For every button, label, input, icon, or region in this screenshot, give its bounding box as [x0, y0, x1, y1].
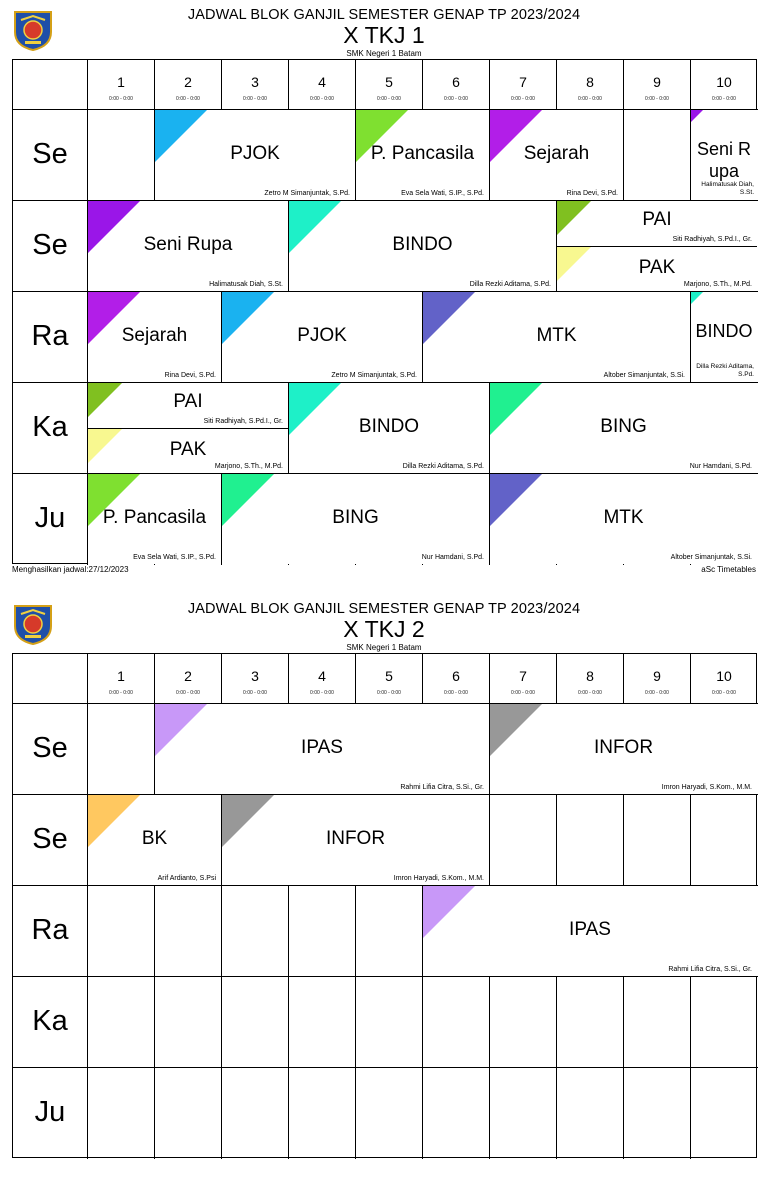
- period-header: [624, 60, 690, 110]
- period-time: 0:00 - 0:00: [578, 96, 602, 102]
- period-time: 0:00 - 0:00: [712, 690, 736, 696]
- subject-name: MTK: [603, 507, 644, 528]
- period-number: 2: [184, 668, 192, 684]
- teacher-name: Imron Haryadi, S.Kom., M.M.: [393, 875, 484, 882]
- teacher-name: Rahmi Lifia Citra, S.Si., Gr.: [400, 784, 484, 791]
- period-header: [289, 654, 355, 704]
- period-header: [222, 60, 288, 110]
- timetable-grid: [12, 653, 757, 1158]
- period-number: 3: [251, 74, 259, 90]
- period-number: 8: [586, 74, 594, 90]
- row-divider: [13, 976, 758, 977]
- day-label: Ra: [31, 320, 69, 352]
- period-header: [88, 654, 154, 704]
- subject-name: Sejarah: [523, 143, 590, 164]
- subject-name: Seni Rupa: [143, 234, 233, 255]
- column-divider: [87, 654, 88, 1159]
- period-number: 5: [385, 74, 393, 90]
- lesson-card[interactable]: [88, 795, 221, 885]
- lesson-card[interactable]: [88, 201, 288, 291]
- teacher-name: Eva Sela Wati, S.IP., S.Pd.: [401, 190, 484, 197]
- subject-color-marker: [691, 110, 703, 122]
- period-time: 0:00 - 0:00: [511, 690, 535, 696]
- period-time: 0:00 - 0:00: [712, 96, 736, 102]
- period-time: 0:00 - 0:00: [243, 96, 267, 102]
- subject-name: PJOK: [297, 325, 347, 346]
- teacher-name: Siti Radhiyah, S.Pd.I., Gr.: [203, 418, 283, 425]
- period-time: 0:00 - 0:00: [243, 690, 267, 696]
- teacher-name: Imron Haryadi, S.Kom., M.M.: [661, 784, 752, 791]
- period-header: [423, 654, 489, 704]
- lesson-card[interactable]: [557, 201, 757, 246]
- teacher-name: Dilla Rezki Aditama, S.Pd.: [469, 281, 551, 288]
- timetable-block: [0, 594, 768, 1184]
- period-number: 2: [184, 74, 192, 90]
- period-time: 0:00 - 0:00: [511, 96, 535, 102]
- day-label: Ju: [34, 1096, 66, 1128]
- lesson-card[interactable]: [691, 292, 757, 382]
- teacher-name: Rina Devi, S.Pd.: [164, 372, 216, 379]
- period-number: 6: [452, 668, 460, 684]
- teacher-name: Halimatusak Diah, S.St.: [701, 181, 754, 196]
- period-header: [490, 654, 556, 704]
- period-number: 10: [716, 668, 732, 684]
- period-time: 0:00 - 0:00: [645, 96, 669, 102]
- teacher-name: Dilla Rezki Aditama, S.Pd.: [696, 363, 754, 378]
- schedule-title: JADWAL BLOK GANJIL SEMESTER GENAP TP 2023/2024: [187, 7, 581, 23]
- subject-name: PAI: [642, 209, 672, 230]
- subject-name: BINDO: [392, 234, 453, 255]
- teacher-name: Siti Radhiyah, S.Pd.I., Gr.: [672, 236, 752, 243]
- class-name: X TKJ 1: [343, 22, 425, 48]
- period-time: 0:00 - 0:00: [645, 690, 669, 696]
- lesson-card[interactable]: [289, 201, 556, 291]
- school-name: SMK Negeri 1 Batam: [346, 49, 422, 58]
- lesson-card[interactable]: [423, 886, 757, 976]
- subject-name: PAI: [173, 391, 203, 412]
- subject-name: BINDO: [358, 416, 420, 437]
- lesson-card[interactable]: [691, 110, 757, 200]
- teacher-name: Rina Devi, S.Pd.: [566, 190, 618, 197]
- brand-label: aSc Timetables: [701, 565, 756, 574]
- subject-name: PAK: [169, 439, 207, 460]
- schedule-title: JADWAL BLOK GANJIL SEMESTER GENAP TP 2023/2024: [187, 601, 581, 617]
- lesson-card[interactable]: [88, 292, 221, 382]
- period-time: 0:00 - 0:00: [377, 96, 401, 102]
- period-header: [222, 654, 288, 704]
- day-label: Se: [32, 823, 68, 855]
- lesson-card[interactable]: [356, 110, 489, 200]
- period-header: [423, 60, 489, 110]
- period-header: [691, 654, 757, 704]
- lesson-card[interactable]: [88, 383, 288, 428]
- subject-name: PJOK: [230, 143, 280, 164]
- lesson-card[interactable]: [88, 474, 221, 564]
- lesson-card[interactable]: [155, 704, 489, 794]
- period-number: 1: [117, 668, 125, 684]
- subject-name: BINDO: [695, 321, 753, 341]
- subject-name: PAK: [638, 257, 676, 278]
- day-label: Ka: [32, 411, 68, 443]
- period-time: 0:00 - 0:00: [578, 690, 602, 696]
- day-label: Ju: [34, 502, 66, 534]
- subject-name: P. Pancasila: [370, 143, 475, 164]
- teacher-name: Nur Hamdani, S.Pd.: [421, 554, 484, 561]
- lesson-card[interactable]: [289, 383, 489, 473]
- period-number: 9: [653, 74, 661, 90]
- period-header: [155, 60, 221, 110]
- subject-name: Sejarah: [121, 325, 188, 346]
- period-number: 1: [117, 74, 125, 90]
- period-time: 0:00 - 0:00: [444, 96, 468, 102]
- lesson-card[interactable]: [490, 110, 623, 200]
- day-label: Se: [32, 732, 68, 764]
- subject-name: IPAS: [569, 919, 611, 940]
- subject-name: IPAS: [301, 737, 343, 758]
- period-header: [691, 60, 757, 110]
- period-number: 5: [385, 668, 393, 684]
- period-number: 10: [716, 74, 732, 90]
- subject-name: P. Pancasila: [102, 507, 207, 528]
- lesson-card[interactable]: [490, 383, 757, 473]
- period-number: 4: [318, 74, 326, 90]
- teacher-name: Altober Simanjuntak, S.Si.: [603, 372, 685, 379]
- teacher-name: Halimatusak Diah, S.St.: [209, 281, 283, 288]
- period-number: 7: [519, 74, 527, 90]
- period-time: 0:00 - 0:00: [176, 690, 200, 696]
- period-number: 9: [653, 668, 661, 684]
- teacher-name: Arif Ardianto, S.Psi: [157, 875, 216, 882]
- period-time: 0:00 - 0:00: [176, 96, 200, 102]
- timetable-block: [0, 0, 768, 590]
- period-header: [289, 60, 355, 110]
- lesson-card[interactable]: [490, 704, 757, 794]
- lesson-card[interactable]: [222, 474, 489, 564]
- period-time: 0:00 - 0:00: [310, 690, 334, 696]
- lesson-card[interactable]: [155, 110, 355, 200]
- period-number: 3: [251, 668, 259, 684]
- period-number: 6: [452, 74, 460, 90]
- subject-name: INFOR: [593, 737, 654, 758]
- lesson-card[interactable]: [222, 795, 489, 885]
- school-name: SMK Negeri 1 Batam: [346, 643, 422, 652]
- teacher-name: Eva Sela Wati, S.IP., S.Pd.: [133, 554, 216, 561]
- subject-color-marker: [691, 292, 703, 304]
- teacher-name: Zetro M Simanjuntak, S.Pd.: [264, 190, 350, 197]
- period-header: [490, 60, 556, 110]
- period-time: 0:00 - 0:00: [377, 690, 401, 696]
- row-divider: [13, 1067, 758, 1068]
- class-name: X TKJ 2: [343, 616, 425, 642]
- day-label: Ra: [31, 914, 69, 946]
- day-label: Se: [32, 229, 68, 261]
- period-number: 7: [519, 668, 527, 684]
- timetable-grid: [12, 59, 757, 564]
- subject-name: MTK: [536, 325, 577, 346]
- period-time: 0:00 - 0:00: [310, 96, 334, 102]
- period-time: 0:00 - 0:00: [109, 690, 133, 696]
- period-header: [557, 654, 623, 704]
- teacher-name: Altober Simanjuntak, S.Si.: [670, 554, 752, 561]
- subject-name: BING: [600, 416, 647, 437]
- period-header: [624, 654, 690, 704]
- teacher-name: Dilla Rezki Aditama, S.Pd.: [402, 463, 484, 470]
- teacher-name: Marjono, S.Th., M.Pd.: [214, 463, 283, 470]
- teacher-name: Zetro M Simanjuntak, S.Pd.: [331, 372, 417, 379]
- subject-name: INFOR: [325, 828, 386, 849]
- subject-name: Seni Rupa: [696, 139, 752, 181]
- period-header: [356, 60, 422, 110]
- lesson-card[interactable]: [490, 474, 757, 564]
- generated-date: Menghasilkan jadwal:27/12/2023: [12, 565, 129, 574]
- period-header: [356, 654, 422, 704]
- period-time: 0:00 - 0:00: [109, 96, 133, 102]
- period-header: [155, 654, 221, 704]
- teacher-name: Marjono, S.Th., M.Pd.: [683, 281, 752, 288]
- period-number: 4: [318, 668, 326, 684]
- day-label: Se: [32, 138, 68, 170]
- lesson-card[interactable]: [222, 292, 422, 382]
- teacher-name: Rahmi Lifia Citra, S.Si., Gr.: [668, 966, 752, 973]
- lesson-card[interactable]: [557, 247, 757, 291]
- subject-name: BING: [332, 507, 379, 528]
- day-label: Ka: [32, 1005, 68, 1037]
- lesson-card[interactable]: [423, 292, 690, 382]
- period-header: [557, 60, 623, 110]
- teacher-name: Nur Hamdani, S.Pd.: [689, 463, 752, 470]
- subject-name: BK: [141, 828, 168, 849]
- period-header: [88, 60, 154, 110]
- period-number: 8: [586, 668, 594, 684]
- period-time: 0:00 - 0:00: [444, 690, 468, 696]
- lesson-card[interactable]: [88, 429, 288, 473]
